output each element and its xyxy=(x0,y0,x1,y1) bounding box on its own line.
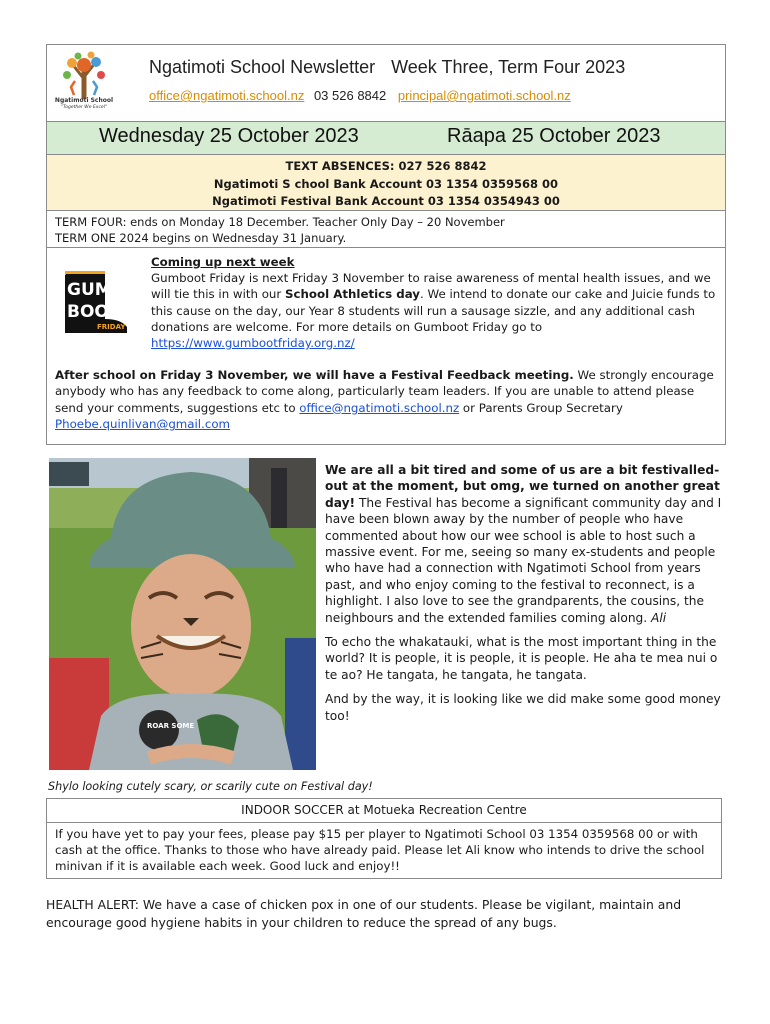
gumboot-bold-athletics: School Athletics day xyxy=(285,287,420,302)
school-bank-account-line: Ngatimoti S chool Bank Account 03 1354 0359568 00 xyxy=(213,176,559,191)
tshirt-text: ROAR SOME xyxy=(147,722,195,730)
gumboot-friday-link[interactable]: https://www.gumbootfriday.org.nz/ xyxy=(151,336,355,351)
term-dates xyxy=(47,211,725,248)
festival-para-2: To echo the whakatauki, what is the most important thing in the world? It is people, it is people, it is people. He aha te mea nui o te ao? He tangata, he tangata, he tangata. xyxy=(325,635,718,682)
gumboot-friday-logo-icon xyxy=(61,269,133,337)
indoor-soccer-heading: INDOOR SOCCER at Motueka Recreation Centre xyxy=(46,798,722,823)
festival-article xyxy=(325,462,725,732)
feedback-text-2: or Parents Group Secretary xyxy=(459,400,623,415)
gumboot-logo-text-mid: BOO xyxy=(67,302,109,322)
term-four-line: TERM FOUR: ends on Monday 18 December. Teacher Only Day – 20 November xyxy=(55,215,505,229)
gumboot-logo-text-top: GUM xyxy=(67,280,112,300)
feedback-bold: After school on Friday 3 November, we will have a Festival Feedback meeting. xyxy=(55,368,574,382)
photo-caption: Shylo looking cutely scary, or scarily cute on Festival day! xyxy=(48,780,373,793)
health-alert: HEALTH ALERT: We have a case of chicken pox in one of our students. Please be vigilant, maintain and encourage good hygiene habits in your children to reduce the spread of any bugs. xyxy=(46,897,682,930)
gumboot-text-2: . We intend to donate our cake and Juicie funds to this cause on the day, our Year 8 students will run a sausage sizzle, and any additional cash donations are welcome. For more details on Gumboot Friday go to xyxy=(151,287,716,334)
festival-signature: Ali xyxy=(651,610,667,625)
date-maori: Rāapa 25 October 2023 xyxy=(447,125,661,147)
bank-info-bar xyxy=(47,155,725,211)
contact-line xyxy=(149,88,571,103)
gumboot-text xyxy=(151,270,719,351)
festival-text: The Festival has become a significant community day and I have been blown away by the number of people who have commented about how our wee school is able to host such a massive event. For me, seeing so many ex-students and people who have had a connection with Ngatimoti School from years past, and who enjoy coming to the festival to reconnect, is a highlight. I also love to see the grandparents, the cousins, the neighbours and the extended families coming along. xyxy=(325,495,722,625)
indoor-soccer-body: If you have yet to pay your fees, please pay $15 per player to Ngatimoti School 03 1354 0359568 00 or with cash at the office. Thanks to those who have already paid. Please let Ali know who intends to drive the school minivan if it is available each week. Good luck and enjoy!! xyxy=(46,822,722,879)
title-week: Week Three, Term Four 2023 xyxy=(391,57,626,77)
gumboot-logo-text-bottom: FRIDAY xyxy=(97,323,126,331)
parents-secretary-email-link[interactable]: Phoebe.quinlivan@gmail.com xyxy=(55,417,231,432)
newsletter-header xyxy=(47,45,725,121)
festival-feedback-section xyxy=(55,367,719,433)
office-email-link[interactable]: office@ngatimoti.school.nz xyxy=(149,88,305,103)
phone-number: 03 526 8842 xyxy=(313,88,387,103)
logo-school-name: Ngatimoti School xyxy=(54,97,114,104)
festival-photo xyxy=(49,458,316,770)
newsletter-title xyxy=(149,57,625,78)
title-school: Ngatimoti School Newsletter xyxy=(149,57,376,77)
gumboot-heading: Coming up next week xyxy=(151,255,295,269)
feedback-text: We strongly encourage anybody who has any feedback to come along, particularly team leaders. If you are unable to attend please send your comments, suggestions etc to xyxy=(55,368,714,415)
festival-para-3: And by the way, it is looking like we did make some good money too! xyxy=(325,692,721,723)
date-bar xyxy=(47,121,725,155)
festival-bank-account-line: Ngatimoti Festival Bank Account 03 1354 0354943 00 xyxy=(212,194,560,208)
text-absences-line: TEXT ABSENCES: 027 526 8842 xyxy=(285,159,487,173)
feedback-office-email-link[interactable]: office@ngatimoti.school.nz xyxy=(299,400,460,415)
festival-para-1 xyxy=(325,462,725,626)
gumboot-friday-section xyxy=(151,254,719,351)
term-one-line: TERM ONE 2024 begins on Wednesday 31 January. xyxy=(55,231,347,245)
principal-email-link[interactable]: principal@ngatimoti.school.nz xyxy=(397,88,571,103)
gumboot-text-1: Gumboot Friday is next Friday 3 November to raise awareness of mental health issues, and we will tie this in with our xyxy=(151,271,711,302)
logo-motto: "Together We Excel" xyxy=(60,105,108,110)
festival-bold-intro: We are all a bit tired and some of us are a bit festivalled-out at the moment, but omg, we turned on another great day! xyxy=(325,463,720,510)
date-english: Wednesday 25 October 2023 xyxy=(99,125,359,147)
newsletter-frame xyxy=(46,44,726,445)
